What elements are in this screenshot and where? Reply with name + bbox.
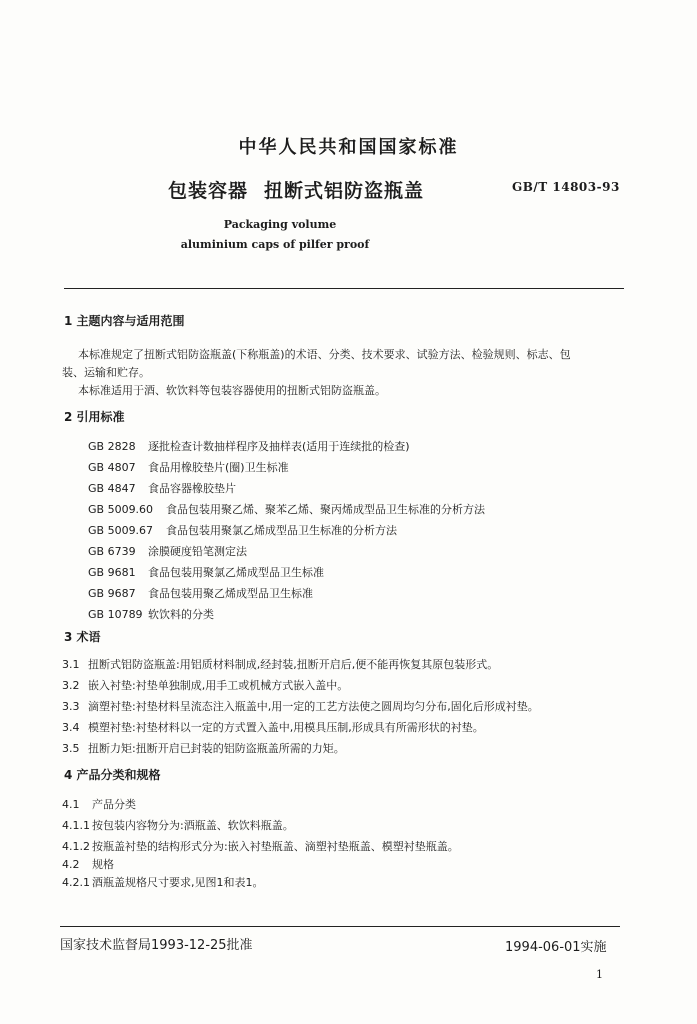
term-item	[62, 677, 348, 693]
clause-text: 按瓶盖衬垫的结构形式分为:嵌入衬垫瓶盖、滴塑衬垫瓶盖、模塑衬垫瓶盖。	[92, 840, 459, 853]
reference-item	[88, 585, 313, 601]
clause-number: 4.1.2	[62, 840, 90, 853]
page-number: 1	[596, 968, 603, 981]
reference-item	[88, 564, 324, 580]
reference-title: 软饮料的分类	[148, 608, 214, 621]
effective-date: 1994-06-01实施	[505, 940, 607, 955]
reference-code: GB 4807	[88, 461, 136, 474]
standard-title-en-line2: aluminium caps of pilfer proof	[180, 238, 370, 251]
clause-item	[62, 874, 264, 890]
section-1-para2: 本标准适用于酒、软饮料等包装容器使用的扭断式铝防盗瓶盖。	[78, 384, 386, 397]
term-item	[62, 698, 539, 714]
clause-item	[62, 856, 114, 872]
section-1-heading: 1 主题内容与适用范围	[64, 314, 185, 328]
section-4-heading: 4 产品分类和规格	[64, 768, 161, 782]
term-number: 3.3	[62, 700, 80, 713]
reference-title: 食品容器橡胶垫片	[148, 482, 236, 495]
term-definition: 模塑衬垫:衬垫材料以一定的方式置入盖中,用模具压制,形成具有所需形状的衬垫。	[88, 721, 484, 734]
approval-note: 国家技术监督局1993-12-25批准	[60, 938, 253, 953]
term-definition: 扭断力矩:扭断开启已封装的铝防盗瓶盖所需的力矩。	[88, 742, 345, 755]
term-definition: 扭断式铝防盗瓶盖:用铝质材料制成,经封装,扭断开启后,便不能再恢复其原包装形式。	[88, 658, 499, 671]
term-number: 3.5	[62, 742, 80, 755]
standard-code: GB/T 14803-93	[512, 180, 620, 194]
reference-title: 食品包装用聚氯乙烯成型品卫生标准的分析方法	[166, 524, 397, 537]
clause-number: 4.1	[62, 798, 80, 811]
reference-item	[88, 501, 485, 517]
clause-text: 产品分类	[92, 798, 136, 811]
reference-title: 食品用橡胶垫片(圈)卫生标准	[148, 461, 289, 474]
clause-number: 4.2	[62, 858, 80, 871]
term-item	[62, 740, 345, 756]
title-cn-part1: 包装容器	[168, 180, 249, 202]
clause-number: 4.1.1	[62, 819, 90, 832]
term-definition: 嵌入衬垫:衬垫单独制成,用手工或机械方式嵌入盖中。	[88, 679, 349, 692]
section-1-para1-line2: 装、运输和贮存。	[62, 366, 150, 379]
reference-code: GB 5009.67	[88, 524, 154, 537]
clause-text: 按包装内容物分为:酒瓶盖、软饮料瓶盖。	[92, 819, 294, 832]
clause-number: 4.2.1	[62, 876, 90, 889]
reference-code: GB 9687	[88, 587, 136, 600]
reference-title: 食品包装用聚氯乙烯成型品卫生标准	[148, 566, 324, 579]
reference-item	[88, 543, 247, 559]
section-1-para1-line1: 本标准规定了扭断式铝防盗瓶盖(下称瓶盖)的术语、分类、技术要求、试验方法、检验规则、标志、包	[78, 348, 571, 361]
clause-text: 酒瓶盖规格尺寸要求,见图1和表1。	[92, 876, 264, 889]
reference-item	[88, 459, 289, 475]
reference-item	[88, 522, 397, 538]
reference-item	[88, 480, 236, 496]
reference-code: GB 9681	[88, 566, 136, 579]
term-item	[62, 656, 498, 672]
clause-item	[62, 817, 294, 833]
clause-text: 规格	[92, 858, 114, 871]
term-definition: 滴塑衬垫:衬垫材料呈流态注入瓶盖中,用一定的工艺方法使之圆周均匀分布,固化后形成衬垫。	[88, 700, 539, 713]
reference-title: 涂膜硬度铅笔测定法	[148, 545, 247, 558]
standard-title-en-line1: Packaging volume	[223, 218, 337, 231]
term-number: 3.2	[62, 679, 80, 692]
title-cn-part2: 扭断式铝防盗瓶盖	[264, 180, 425, 202]
reference-item	[88, 438, 410, 454]
reference-item	[88, 606, 214, 622]
reference-code: GB 4847	[88, 482, 136, 495]
clause-item	[62, 796, 136, 812]
section-3-heading: 3 术语	[64, 630, 101, 644]
reference-code: GB 10789	[88, 608, 143, 621]
reference-code: GB 2828	[88, 440, 136, 453]
reference-code: GB 6739	[88, 545, 136, 558]
clause-item	[62, 838, 459, 854]
reference-code: GB 5009.60	[88, 503, 154, 516]
section-2-heading: 2 引用标准	[64, 410, 125, 424]
term-number: 3.4	[62, 721, 80, 734]
term-number: 3.1	[62, 658, 80, 671]
header-divider	[64, 288, 624, 289]
reference-title: 食品包装用聚乙烯成型品卫生标准	[148, 587, 313, 600]
issuing-organization: 中华人民共和国国家标准	[238, 137, 459, 158]
reference-title: 逐批检查计数抽样程序及抽样表(适用于连续批的检查)	[148, 440, 410, 453]
term-item	[62, 719, 484, 735]
footer-divider	[60, 926, 620, 927]
standard-title-cn	[168, 176, 424, 203]
reference-title: 食品包装用聚乙烯、聚苯乙烯、聚丙烯成型品卫生标准的分析方法	[166, 503, 485, 516]
